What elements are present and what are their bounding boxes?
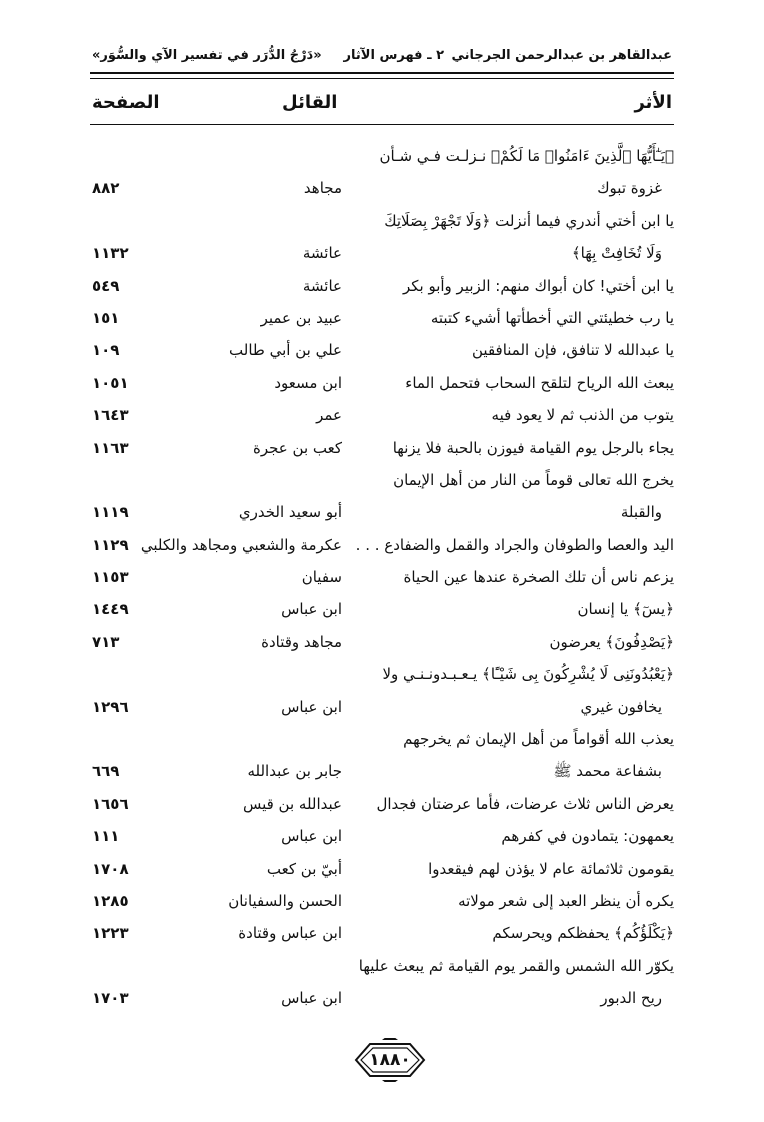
- entry-line: [90, 982, 674, 1014]
- index-entry: [90, 593, 674, 625]
- entry-line: [90, 723, 674, 755]
- entry-line: [90, 788, 674, 820]
- entry-line: [90, 885, 674, 917]
- entry-line: [90, 561, 674, 593]
- page-ref: ١٤٤٩: [92, 600, 129, 619]
- qail-name: مجاهد وقتادة: [261, 632, 342, 651]
- header-author: عبدالقاهر بن عبدالرحمن الجرجاني: [451, 48, 672, 63]
- page-ref: ١١٥٣: [92, 568, 129, 587]
- athar-text: يعرض الناس ثلاث عرضات، فأما عرضتان فجدال: [376, 794, 674, 813]
- athar-text: يجاء بالرجل يوم القيامة فيوزن بالحبة فلا يزنها: [392, 438, 674, 457]
- athar-text: ﴿يسٓ﴾ يا إنسان: [577, 600, 674, 619]
- entry-line: [90, 529, 674, 561]
- index-entry: [90, 140, 674, 205]
- qail-name: عبيد بن عمير: [260, 308, 342, 327]
- athar-text: ﴿يَصْدِفُونَ﴾ يعرضون: [549, 632, 674, 651]
- qail-name: جابر بن عبدالله: [247, 762, 342, 781]
- column-header-athar: الأثر: [634, 92, 672, 113]
- page-ref: ١٦٥٦: [92, 794, 129, 813]
- column-header-qail: القائل: [282, 92, 338, 113]
- entry-line: [90, 853, 674, 885]
- page-ref: ١١٢٩: [92, 535, 129, 554]
- page-ref: ١٢٢٣: [92, 924, 129, 943]
- qail-name: عائشة: [302, 244, 342, 263]
- athar-text: ﴿يَكْلَؤُكُم﴾ يحفظكم ويحرسكم: [492, 924, 674, 943]
- qail-name: ابن عباس: [281, 989, 342, 1008]
- page-ref: ١١٦٣: [92, 438, 129, 457]
- entry-line: [90, 950, 674, 982]
- qail-name: عبدالله بن قيس: [242, 794, 342, 813]
- entry-line: [90, 367, 674, 399]
- athar-text: يكوّر الله الشمس والقمر يوم القيامة ثم يبعث عليها: [358, 956, 674, 975]
- athar-text: ﴿يَعْبُدُونَنِى لَا يُشْرِكُونَ بِى شَيْـًٔا﴾ يـعـبـدونـنـي ولا: [382, 665, 674, 684]
- page-ref: ١٦٤٣: [92, 406, 129, 425]
- qail-name: مجاهد: [303, 179, 342, 198]
- index-entry: [90, 917, 674, 949]
- index-entry: [90, 658, 674, 723]
- index-entry: [90, 885, 674, 917]
- athar-text: يكره أن ينظر العبد إلى شعر مولاته: [458, 891, 674, 910]
- athar-text: يا ابن أختي أندري فيما أنزلت ﴿وَلَا تَجْهَرْ بِصَلَاتِكَ: [384, 211, 674, 230]
- page-ref: ١٠٩: [92, 341, 120, 360]
- entry-line: [90, 820, 674, 852]
- index-entry: [90, 334, 674, 366]
- athar-text-continuation: يخافون غيري: [580, 697, 662, 716]
- page-ref: ١٠٥١: [92, 373, 129, 392]
- page-number-ornament: [352, 1038, 428, 1082]
- athar-text-continuation: بشفاعة محمد ﷺ: [553, 762, 662, 781]
- page-ref: ١٧٠٣: [92, 989, 129, 1008]
- index-entry: [90, 302, 674, 334]
- entry-line: [90, 270, 674, 302]
- running-header: [92, 44, 672, 70]
- athar-text-continuation: وَلَا تُخَافِتْ بِهَا﴾: [571, 244, 662, 263]
- index-entry: [90, 950, 674, 1015]
- entry-line: [90, 917, 674, 949]
- athar-text: يزعم ناس أن تلك الصخرة عندها عين الحياة: [403, 568, 674, 587]
- athar-text-continuation: والقبلة: [620, 503, 662, 522]
- qail-name: أبيّ بن كعب: [266, 859, 342, 878]
- qail-name: ابن عباس وقتادة: [238, 924, 342, 943]
- page-ref: ٨٨٢: [92, 179, 120, 198]
- page-number: ١٨٨٠: [369, 1050, 411, 1070]
- entry-line: [90, 593, 674, 625]
- qail-name: عائشة: [302, 276, 342, 295]
- index-entry: [90, 270, 674, 302]
- page-ref: ١١٣٢: [92, 244, 129, 263]
- index-entry: [90, 399, 674, 431]
- athar-index-list: [90, 140, 674, 1015]
- index-entry: [90, 205, 674, 270]
- athar-text: اليد والعصا والطوفان والجراد والقمل والضفادع . . .: [355, 535, 674, 554]
- page-ref: ٥٤٩: [92, 276, 120, 295]
- athar-text: يا رب خطيئتي التي أخطأتها أشيء كتبته: [430, 308, 674, 327]
- index-entry: [90, 626, 674, 658]
- athar-text: يعذب الله أقواماً من أهل الإيمان ثم يخرجهم: [403, 730, 674, 749]
- index-entry: [90, 367, 674, 399]
- page-ref: ١١١: [92, 827, 120, 846]
- qail-name: الحسن والسفيانان: [228, 891, 342, 910]
- index-entry: [90, 788, 674, 820]
- index-entry: [90, 820, 674, 852]
- athar-text: يا ابن أختي! كان أبواك منهم: الزبير وأبو بكر: [402, 276, 674, 295]
- entry-line: [90, 334, 674, 366]
- page-ref: ٧١٣: [92, 632, 120, 651]
- index-entry: [90, 432, 674, 464]
- page-ref: ١١١٩: [92, 503, 129, 522]
- athar-text: ﴿يَـٰٓأَيُّهَا ٱلَّذِينَ ءَامَنُوا۟ مَا لَكُمْ﴾ نـزلـت فـي شـأن: [379, 147, 674, 165]
- entry-line: [90, 399, 674, 431]
- header-rule: [90, 72, 674, 79]
- athar-text: يقومون ثلاثمائة عام لا يؤذن لهم فيقعدوا: [428, 859, 674, 878]
- header-section-title: ٢ ـ فهرس الآثار: [343, 48, 444, 63]
- athar-text: يبعث الله الرياح لتلقح السحاب فتحمل الماء: [405, 373, 674, 392]
- entry-line: [90, 432, 674, 464]
- qail-name: علي بن أبي طالب: [229, 341, 342, 360]
- athar-text-continuation: غزوة تبوك: [597, 179, 662, 198]
- athar-text-continuation: ريح الدبور: [600, 989, 662, 1008]
- entry-line: [90, 140, 674, 172]
- index-entry: [90, 723, 674, 788]
- qail-name: كعب بن عجرة: [252, 438, 342, 457]
- entry-line: [90, 691, 674, 723]
- page-ref: ١٢٨٥: [92, 891, 129, 910]
- athar-text: يخرج الله تعالى قوماً من النار من أهل الإيمان: [393, 470, 674, 489]
- page-ref: ٦٦٩: [92, 762, 120, 781]
- qail-name: عكرمة والشعبي ومجاهد والكلبي: [140, 535, 342, 554]
- index-entry: [90, 464, 674, 529]
- entry-line: [90, 658, 674, 690]
- header-book-title: «دَرْجُ الدُّرَر في تفسير الآي والسُّوَر»: [92, 48, 322, 63]
- index-entry: [90, 529, 674, 561]
- entry-line: [90, 205, 674, 237]
- qail-name: سفيان: [301, 568, 342, 587]
- entry-line: [90, 172, 674, 204]
- qail-name: ابن عباس: [281, 827, 342, 846]
- athar-text: يا عبدالله لا تنافق، فإن المنافقين: [472, 341, 674, 360]
- index-entry: [90, 561, 674, 593]
- entry-line: [90, 237, 674, 269]
- page-ref: ١٧٠٨: [92, 859, 129, 878]
- entry-line: [90, 464, 674, 496]
- column-header-rule: [90, 124, 674, 125]
- entry-line: [90, 755, 674, 787]
- entry-line: [90, 302, 674, 334]
- entry-line: [90, 626, 674, 658]
- qail-name: ابن عباس: [281, 697, 342, 716]
- page-ref: ١٥١: [92, 308, 120, 327]
- athar-text: يتوب من الذنب ثم لا يعود فيه: [491, 406, 674, 425]
- entry-line: [90, 496, 674, 528]
- athar-text: يعمهون: يتمادون في كفرهم: [501, 827, 674, 846]
- qail-name: أبو سعيد الخدري: [238, 503, 342, 522]
- index-entry: [90, 853, 674, 885]
- page-ref: ١٢٩٦: [92, 697, 129, 716]
- qail-name: ابن عباس: [281, 600, 342, 619]
- column-header-page: الصفحة: [92, 92, 160, 113]
- qail-name: ابن مسعود: [274, 373, 342, 392]
- qail-name: عمر: [316, 406, 342, 425]
